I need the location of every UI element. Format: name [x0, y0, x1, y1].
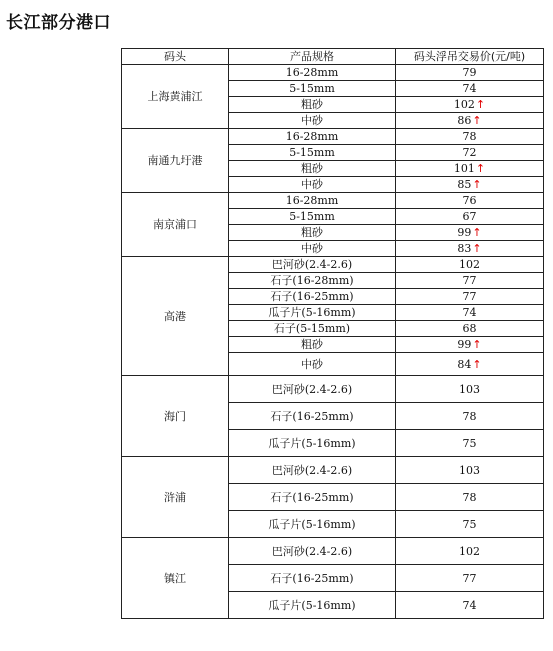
product-spec: 中砂 — [229, 241, 396, 257]
table-row — [122, 457, 544, 484]
product-spec: 石子(16-25mm) — [229, 289, 396, 305]
price-cell — [396, 193, 544, 209]
price-cell — [396, 457, 544, 484]
product-spec: 瓜子片(5-16mm) — [229, 305, 396, 321]
price-up-arrow-icon: ↑ — [472, 338, 482, 351]
price-cell — [396, 273, 544, 289]
price-cell — [396, 538, 544, 565]
price-cell — [396, 225, 544, 241]
price-value: 102 — [459, 258, 480, 271]
price-value: 102 — [453, 98, 475, 111]
price-cell — [396, 321, 544, 337]
price-cell — [396, 65, 544, 81]
price-value: 72 — [462, 146, 477, 159]
price-value: 74 — [462, 82, 477, 95]
price-cell — [396, 565, 544, 592]
price-cell — [396, 241, 544, 257]
product-spec: 中砂 — [229, 113, 396, 129]
product-spec: 粗砂 — [229, 97, 396, 113]
price-value: 67 — [462, 210, 477, 223]
price-cell — [396, 376, 544, 403]
price-value: 84 — [457, 357, 472, 371]
price-cell — [396, 145, 544, 161]
port-name: 海门 — [122, 376, 229, 457]
price-value: 77 — [462, 571, 477, 585]
product-spec: 巴河砂(2.4-2.6) — [229, 376, 396, 403]
price-cell — [396, 81, 544, 97]
price-cell — [396, 289, 544, 305]
product-spec: 5-15mm — [229, 145, 396, 161]
price-cell — [396, 403, 544, 430]
price-cell — [396, 209, 544, 225]
price-value: 75 — [462, 436, 477, 450]
product-spec: 石子(16-28mm) — [229, 273, 396, 289]
price-up-arrow-icon: ↑ — [475, 162, 486, 175]
price-cell — [396, 97, 544, 113]
price-value: 102 — [459, 544, 480, 558]
price-cell — [396, 592, 544, 619]
price-cell — [396, 353, 544, 376]
price-value: 86 — [457, 114, 472, 127]
product-spec: 16-28mm — [229, 65, 396, 81]
port-name: 浒浦 — [122, 457, 229, 538]
port-name: 南通九圩港 — [122, 129, 229, 193]
table-row — [122, 538, 544, 565]
price-cell — [396, 129, 544, 145]
product-spec: 石子(5-15mm) — [229, 321, 396, 337]
price-cell — [396, 337, 544, 353]
price-value: 77 — [462, 274, 477, 287]
port-name: 南京浦口 — [122, 193, 229, 257]
product-spec: 巴河砂(2.4-2.6) — [229, 457, 396, 484]
price-value: 85 — [457, 178, 472, 191]
price-cell — [396, 430, 544, 457]
price-up-arrow-icon: ↑ — [472, 357, 482, 371]
product-spec: 16-28mm — [229, 193, 396, 209]
product-spec: 巴河砂(2.4-2.6) — [229, 538, 396, 565]
price-up-arrow-icon: ↑ — [472, 242, 482, 255]
product-spec: 5-15mm — [229, 81, 396, 97]
price-up-arrow-icon: ↑ — [472, 178, 482, 191]
price-value: 103 — [459, 382, 480, 396]
product-spec: 中砂 — [229, 353, 396, 376]
table-body — [122, 65, 544, 619]
price-value: 103 — [459, 463, 480, 477]
header-port: 码头 — [122, 49, 229, 65]
price-value: 99 — [457, 226, 472, 239]
price-value: 74 — [462, 598, 477, 612]
table-row — [122, 129, 544, 145]
product-spec: 石子(16-25mm) — [229, 403, 396, 430]
product-spec: 瓜子片(5-16mm) — [229, 430, 396, 457]
price-cell — [396, 305, 544, 321]
price-value: 76 — [462, 194, 477, 207]
price-up-arrow-icon: ↑ — [472, 226, 482, 239]
product-spec: 中砂 — [229, 177, 396, 193]
price-value: 74 — [462, 306, 477, 319]
price-value: 78 — [462, 409, 477, 423]
price-value: 68 — [462, 322, 477, 335]
price-value: 83 — [457, 242, 472, 255]
price-up-arrow-icon: ↑ — [475, 98, 486, 111]
page-title: 长江部分港口 — [6, 13, 111, 33]
price-cell — [396, 257, 544, 273]
product-spec: 巴河砂(2.4-2.6) — [229, 257, 396, 273]
table-header-row — [122, 49, 544, 65]
product-spec: 石子(16-25mm) — [229, 565, 396, 592]
price-value: 101 — [453, 162, 475, 175]
product-spec: 瓜子片(5-16mm) — [229, 511, 396, 538]
price-table — [121, 48, 544, 619]
port-name: 上海黄浦江 — [122, 65, 229, 129]
price-cell — [396, 113, 544, 129]
price-cell — [396, 177, 544, 193]
table-row — [122, 65, 544, 81]
price-up-arrow-icon: ↑ — [472, 114, 482, 127]
price-cell — [396, 484, 544, 511]
product-spec: 16-28mm — [229, 129, 396, 145]
table-row — [122, 257, 544, 273]
table-row — [122, 376, 544, 403]
price-value: 77 — [462, 290, 477, 303]
product-spec: 粗砂 — [229, 337, 396, 353]
port-name: 高港 — [122, 257, 229, 376]
product-spec: 瓜子片(5-16mm) — [229, 592, 396, 619]
price-value: 99 — [457, 338, 472, 351]
product-spec: 石子(16-25mm) — [229, 484, 396, 511]
header-price: 码头浮吊交易价(元/吨) — [396, 49, 544, 65]
product-spec: 粗砂 — [229, 225, 396, 241]
port-name: 镇江 — [122, 538, 229, 619]
table-row — [122, 193, 544, 209]
price-cell — [396, 161, 544, 177]
price-cell — [396, 511, 544, 538]
price-value: 78 — [462, 130, 477, 143]
product-spec: 粗砂 — [229, 161, 396, 177]
header-spec: 产品规格 — [229, 49, 396, 65]
price-value: 79 — [462, 66, 477, 79]
price-value: 78 — [462, 490, 477, 504]
product-spec: 5-15mm — [229, 209, 396, 225]
price-value: 75 — [462, 517, 477, 531]
